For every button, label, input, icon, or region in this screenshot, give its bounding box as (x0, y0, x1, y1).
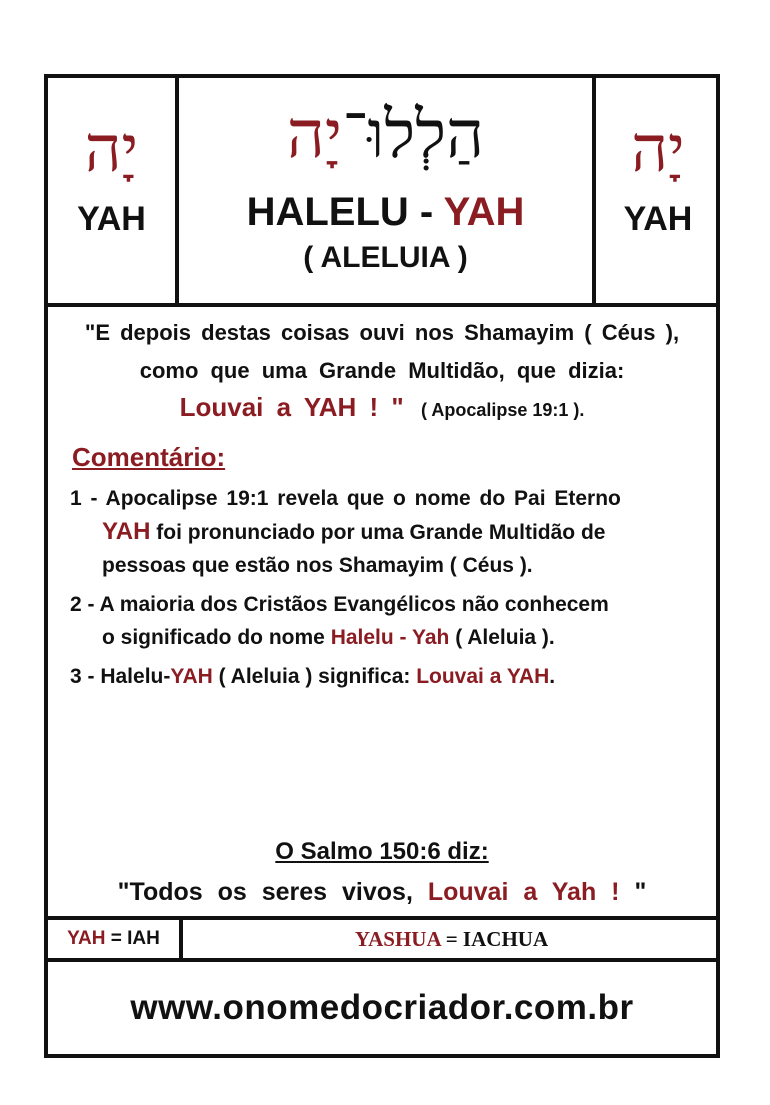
left-yah-label: YAH (77, 200, 146, 238)
verse-line-2: como que uma Grande Multidão, que dizia: (139, 358, 625, 383)
hebrew-yah: יָה (286, 96, 343, 173)
verse-louvai-yah: Louvai a YAH ! " (179, 392, 404, 422)
hebrew-halelu: הַלְלוּ־ (342, 96, 485, 173)
list-item (70, 660, 694, 693)
psalm-louvai-yah: Louvai a Yah ! (427, 878, 620, 906)
verse-line-1: "E depois destas coisas ouvi nos Shamayim ( Céus ), (84, 320, 680, 345)
footer-iachua: = IACHUA (440, 927, 549, 951)
psalm-quote-end: " (619, 878, 647, 906)
list-item (70, 588, 694, 654)
item3-text: ( Aleluia ) significa: (212, 665, 417, 688)
comment-list (70, 482, 694, 699)
verse-line-3 (48, 392, 716, 423)
header-bottom-rule (48, 303, 716, 307)
item2-line2 (70, 621, 694, 654)
right-hebrew-yah: יָה (631, 113, 685, 187)
left-yah-panel (48, 78, 175, 303)
title-halelu: HALELU - (246, 190, 444, 234)
verse-reference: ( Apocalipse 19:1 ). (421, 400, 585, 420)
item3-yah: YAH (170, 665, 213, 688)
footer-yashua: YASHUA (354, 927, 441, 951)
item3-louvai-yah: Louvai a YAH (416, 665, 550, 688)
page-subtitle: ( ALELUIA ) (303, 241, 468, 274)
item2-line1: 2 - A maioria dos Cristãos Evangélicos não conhecem (70, 593, 609, 616)
item2-line2-text: o significado do nome (102, 626, 331, 649)
item3-end: . (549, 665, 556, 688)
website-url[interactable]: www.onomedocriador.com.br (130, 988, 634, 1027)
item1-line1: 1 - Apocalipse 19:1 revela que o nome do Pai Eterno (70, 487, 621, 510)
title-yah: YAH (443, 190, 525, 234)
comment-heading: Comentário: (72, 442, 226, 472)
item1-line2 (70, 515, 694, 549)
footer-yah: YAH (67, 928, 106, 949)
item1-yah: YAH (102, 518, 151, 545)
item3-halelu: 3 - Halelu- (70, 665, 171, 688)
psalm-quote (48, 878, 716, 907)
card-frame (44, 74, 720, 1058)
item1-line3: pessoas que estão nos Shamayim ( Céus ). (102, 554, 533, 577)
right-yah-label: YAH (623, 200, 693, 238)
page-title (179, 190, 592, 235)
list-item (70, 482, 694, 582)
item2-line2-end: ( Aleluia ). (449, 626, 555, 649)
yah-equals-iah (48, 920, 179, 958)
psalm-heading: O Salmo 150:6 diz: (275, 838, 489, 865)
item3-line1 (70, 660, 694, 693)
hebrew-halleluyah (179, 96, 592, 173)
item2-halelu-yah: Halelu - Yah (330, 626, 450, 649)
yashua-equals-iachua (183, 920, 720, 958)
left-hebrew-yah: יָה (84, 113, 139, 187)
psalm-quote-text: "Todos os seres vivos, (117, 878, 428, 906)
footer-iah: = IAH (105, 928, 160, 949)
center-title-panel (179, 78, 592, 303)
item1-line2-text: foi pronunciado por uma Grande Multidão de (150, 521, 606, 544)
right-yah-panel (596, 78, 720, 303)
